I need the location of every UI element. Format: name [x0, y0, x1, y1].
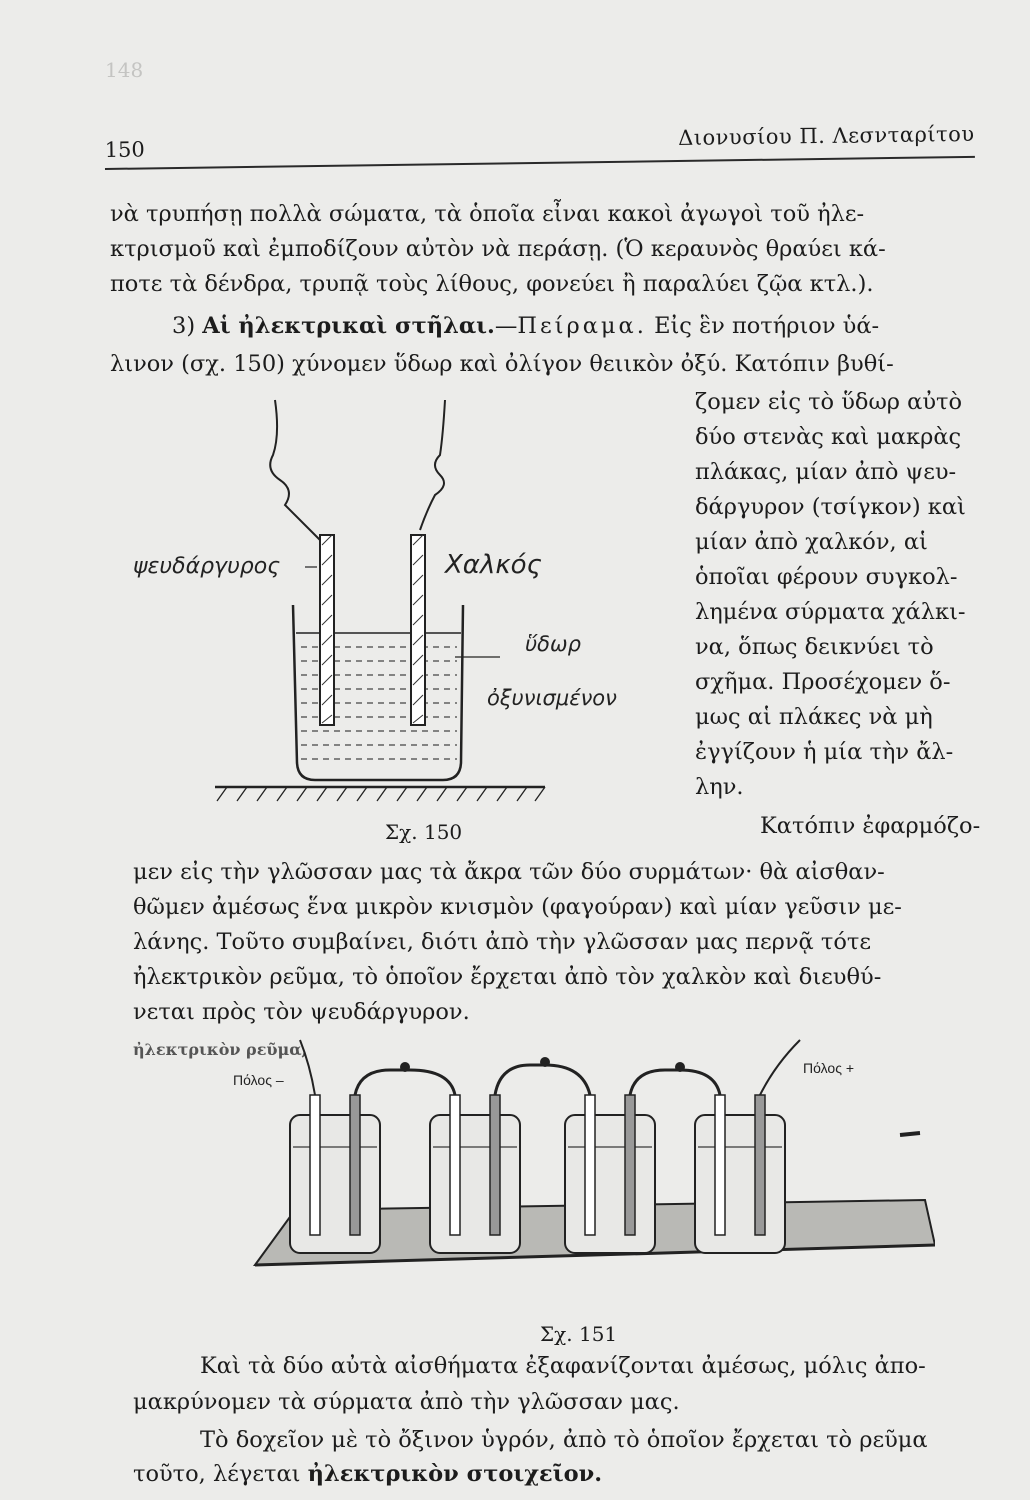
figure-151-battery-of-cells [215, 1035, 935, 1315]
cell-1 [290, 1095, 380, 1253]
label-acidified: ὀξυνισμένον [487, 686, 617, 710]
label-water: ὕδωρ [525, 632, 581, 656]
text-line: πλάκας, μίαν ἀπὸ ψευ- [695, 459, 957, 485]
figure-150-caption: Σχ. 150 [385, 820, 463, 844]
label-pole-minus: Πόλος – [233, 1072, 284, 1088]
bleed-through-page-number: 148 [105, 58, 144, 82]
text-line: κτρισμοῦ καὶ ἐμποδίζουν αὐτὸν νὰ περάσῃ. (Ὁ κεραυνὸς θραύει κά- [110, 236, 886, 262]
cell-4 [695, 1095, 785, 1253]
text-line: ζομεν εἰς τὸ ὕδωρ αὐτὸ [695, 389, 963, 415]
text-line: θῶμεν ἀμέσως ἕνα μικρὸν κνισμὸν (φαγούραν) καὶ μίαν γεῦσιν με- [133, 894, 902, 920]
text-line: νὰ τρυπήσῃ πολλὰ σώματα, τὰ ὁποῖα εἶναι κακοὶ ἀγωγοὶ τοῦ ἠλε- [110, 201, 865, 227]
zinc-plate [320, 535, 334, 725]
clamp-3 [675, 1062, 685, 1072]
text-line: ἐγγίζουν ἡ μία τὴν ἄλ- [695, 739, 954, 765]
running-title: Διονυσίου Π. Λεσνταρίτου [677, 121, 975, 150]
text-line: μακρύνομεν τὰ σύρματα ἀπὸ τὴν γλῶσσαν μας. [133, 1389, 680, 1415]
section-heading: Αἱ ἠλεκτρικαὶ στῆλαι. [202, 313, 495, 339]
figure-151-caption: Σχ. 151 [540, 1322, 618, 1346]
figure-150-galvanic-cell [115, 395, 685, 815]
text-line: μίαν ἀπὸ χαλκόν, αἱ [695, 529, 928, 555]
bold-term-note: ἠλεκτρικὸν ρεῦμα, [133, 1040, 308, 1059]
text-line: Καὶ τὰ δύο αὐτὰ αἰσθήματα ἐξαφανίζονται ἀμέσως, μόλις ἀπο- [200, 1353, 926, 1379]
text-line: λινον (σχ. 150) χύνομεν ὕδωρ καὶ ὀλίγον θειικὸν ὀξύ. Κατόπιν βυθί- [110, 351, 894, 377]
text-line: μεν εἰς τὴν γλῶσσαν μας τὰ ἄκρα τῶν δύο συρμάτων· θὰ αἰσθαν- [133, 859, 885, 885]
pole-minus-wire [300, 1040, 315, 1095]
copper-plate [411, 535, 425, 725]
text-line: δύο στενὰς καὶ μακρὰς [695, 424, 962, 450]
text-line: ποτε τὰ δένδρα, τρυπᾷ τοὺς λίθους, φονεύει ἢ παραλύει ζῷα κτλ.). [110, 271, 874, 297]
label-copper: Χαλκός [445, 550, 542, 580]
connector-2-3 [495, 1065, 590, 1095]
text-fragment: Εἰς ἓν ποτήριον ὑά- [654, 313, 880, 339]
text-line: να, ὅπως δεικνύει τὸ [695, 634, 934, 660]
cell-2 [430, 1095, 520, 1253]
ground-hatching [217, 787, 545, 801]
label-zinc: ψευδάργυρος [133, 554, 281, 579]
text-line: Κατόπιν ἐφαρμόζο- [760, 813, 981, 839]
text-line: σχῆμα. Προσέχομεν ὅ- [695, 669, 951, 695]
text-line: δάργυρον (τσίγκον) καὶ [695, 494, 966, 520]
text-line: ἠλεκτρικὸν ρεῦμα, τὸ ὁποῖον ἔρχεται ἀπὸ τὸν χαλκὸν καὶ διευθύ- [133, 964, 882, 990]
heading-dash: — [494, 313, 518, 339]
text-line [133, 1460, 602, 1488]
connector-1-2 [355, 1070, 455, 1095]
section-heading-line [172, 312, 879, 340]
bold-term-electric-cell: ἠλεκτρικὸν στοιχεῖον. [307, 1461, 603, 1487]
text-line: νεται πρὸς τὸν ψευδάργυρον. [133, 999, 470, 1025]
clamp-2 [540, 1057, 550, 1067]
connector-3-4 [630, 1070, 720, 1095]
text-line: λημένα σύρματα χάλκι- [695, 599, 966, 625]
copper-wire [420, 400, 445, 530]
clamp-1 [400, 1062, 410, 1072]
page-number: 150 [104, 137, 145, 163]
page-header [104, 120, 974, 170]
section-number: 3) [172, 313, 196, 339]
pole-plus-wire [760, 1040, 800, 1095]
text-fragment: τοῦτο, λέγεται [133, 1461, 301, 1487]
text-line: μως αἱ πλάκες νὰ μὴ [695, 704, 933, 730]
dash-mark [900, 1133, 920, 1135]
cell-3 [565, 1095, 655, 1253]
label-pole-plus: Πόλος + [803, 1060, 855, 1076]
text-line: Τὸ δοχεῖον μὲ τὸ ὄξινον ὑγρόν, ἀπὸ τὸ ὁποῖον ἔρχεται τὸ ρεῦμα [200, 1427, 928, 1453]
text-line: λάνης. Τοῦτο συμβαίνει, διότι ἀπὸ τὴν γλῶσσαν μας περνᾷ τότε [133, 929, 871, 955]
text-line: λην. [695, 774, 744, 800]
experiment-label: Πείραμα. [517, 313, 647, 339]
zinc-wire [270, 400, 320, 540]
text-line: ὁποῖαι φέρουν συγκολ- [695, 564, 958, 590]
beaker [293, 605, 463, 780]
